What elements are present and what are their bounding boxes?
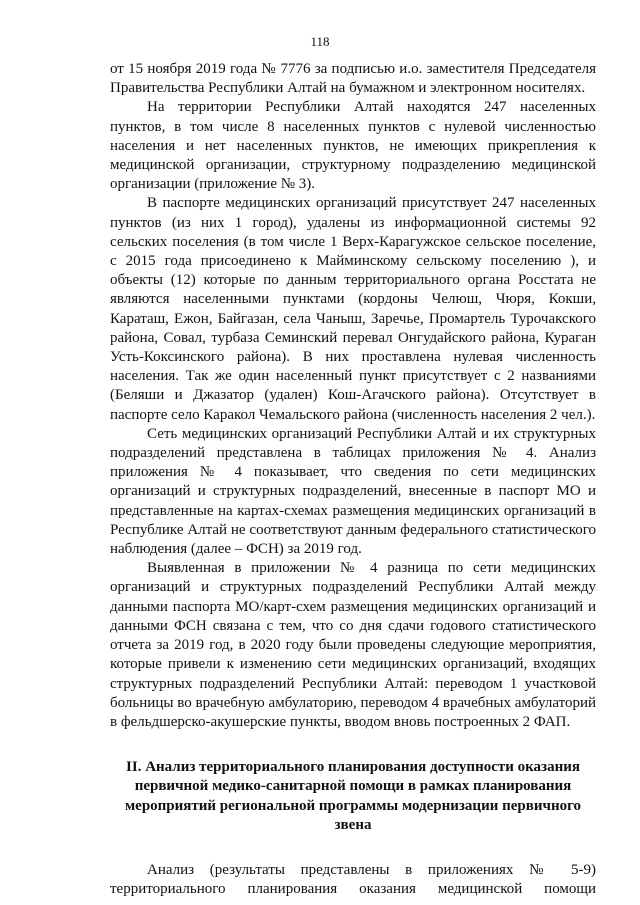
paragraph-passport: В паспорте медицинских организаций присутствует 247 населенных пунктов (из них 1 город), удалены из информационной системы 92 сельских поселения (в том числе 1 Верх-Карагужское сельское поселение, с 2015 года присоединено к Майминскому сельскому поселению ), и объекты (12) которые по данным территориального органа Росстата не являются населенными пунктами (кордоны Челюш, Чюря, Кокши, Караташ, Ежон, Байгазан, села Чаныш, Заречье, Промартель Турочакского района, Совал, турбаза Семинский перевал Онгудайского района, Кураган Усть-Коксинского района). В них проставлена нулевая численность населения. Так же один населенный пункт присутствует с 2 названиями (Беляши и Джазатор (удален) Кош-Агачского района). Отсутствует в паспорте село Каракол Чемальского района (численность населения 2 чел.).	[110, 195, 596, 423]
paragraph-continuation: от 15 ноября 2019 года № 7776 за подписью и.о. заместителя Председателя Правительства Республики Алтай на бумажном и электронном носителях.	[110, 61, 596, 97]
paragraph-difference: Выявленная в приложении № 4 разница по сети медицинских организаций и структурных подразделений Республики Алтай между данными паспорта МО/карт-схем размещения медицинских организаций и данными ФСН связана с тем, что со дня сдачи годового статистического отчета за 2019 год, в 2020 году были проведены следующие мероприятия, которые привели к изменению сети медицинских организаций, входящих структурных подразделений Республики Алтай: переводом 1 участковой больницы во врачебную амбулаторию, переводом 4 врачебных амбулаторий в фельдшерско-акушерские пункты, вводом вновь построенных 2 ФАП.	[110, 560, 596, 730]
section-heading: II. Анализ территориального планирования доступности оказания первичной медико-санитарной помощи в рамках планирования мероприятий региональной программы модернизации первичного звена	[124, 759, 582, 833]
paragraph-analysis: Анализ (результаты представлены в приложениях № 5-9) территориального планирования оказания медицинской помощи	[110, 861, 596, 898]
paragraph-settlements: На территории Республики Алтай находятся 247 населенных пунктов, в том числе 8 населенных пунктов с нулевой численностью населения и нет населенных пунктов, не имеющих прикрепления к медицинской организации, структурному подразделению медицинской организации (приложение № 3).	[110, 99, 596, 193]
page-number: 118	[310, 34, 330, 49]
document-body	[110, 60, 596, 899]
paragraph-network: Сеть медицинских организаций Республики Алтай и их структурных подразделений представлена в таблицах приложения № 4. Анализ приложения № 4 показывает, что сведения по сети медицинских организаций и структурных подразделений, внесенные в паспорт МО и представленные на картах-схемах размещения медицинских организаций в Республике Алтай не соответствуют данным федерального статистического наблюдения (далее – ФСН) за 2019 год.	[110, 425, 596, 558]
